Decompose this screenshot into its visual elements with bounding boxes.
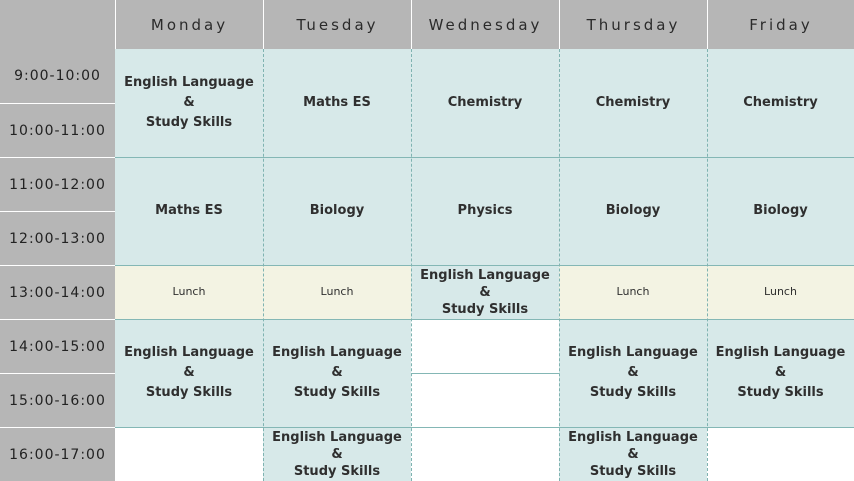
time-slot: 12:00-13:00: [0, 211, 115, 265]
lunch-cell[interactable]: [559, 265, 707, 319]
lunch-label: Lunch: [616, 285, 650, 298]
day-header-tuesday: Tuesday: [263, 0, 411, 49]
lunch-cell[interactable]: [707, 265, 854, 319]
subject-label: Maths ES: [303, 95, 371, 110]
subject-label: Physics: [457, 203, 513, 218]
subject-line: Study Skills: [293, 385, 381, 400]
subject-label: Chemistry: [447, 95, 523, 110]
time-slot: 16:00-17:00: [0, 427, 115, 481]
lunch-label: Lunch: [172, 285, 206, 298]
subject-label: Biology: [309, 203, 365, 218]
header-corner: [0, 0, 115, 49]
grid-line: [115, 319, 854, 320]
time-slot: 9:00-10:00: [0, 49, 115, 103]
empty-cell: [115, 427, 263, 481]
class-cell-english[interactable]: [263, 319, 411, 427]
empty-cell: [707, 427, 854, 481]
class-cell-english[interactable]: [559, 319, 707, 427]
class-cell-chemistry[interactable]: [559, 49, 707, 157]
class-cell-maths[interactable]: [115, 157, 263, 265]
subject-line: Study Skills: [589, 385, 677, 400]
subject-line: English Language: [272, 345, 402, 360]
class-cell-english[interactable]: [707, 319, 854, 427]
grid-line: [115, 157, 854, 158]
class-cell-biology[interactable]: [263, 157, 411, 265]
subject-amp: &: [331, 365, 343, 380]
grid-line: [707, 49, 708, 481]
subject-amp: &: [627, 446, 639, 462]
time-slot: 10:00-11:00: [0, 103, 115, 157]
day-header-wednesday: Wednesday: [411, 0, 559, 49]
subject-line: English Language: [715, 345, 846, 360]
subject-label: Chemistry: [595, 95, 671, 110]
class-cell-chemistry[interactable]: [707, 49, 854, 157]
subject-label: Biology: [605, 203, 661, 218]
class-cell-biology[interactable]: [559, 157, 707, 265]
subject-line: Study Skills: [441, 301, 529, 317]
time-slot: 11:00-12:00: [0, 157, 115, 211]
grid-line: [411, 49, 412, 481]
grid-line: [115, 427, 854, 428]
grid-line: [115, 265, 854, 266]
day-header-thursday: Thursday: [559, 0, 707, 49]
subject-line: English Language: [124, 345, 254, 360]
subject-label: Chemistry: [743, 95, 818, 110]
subject-amp: &: [627, 365, 639, 380]
lunch-label: Lunch: [764, 285, 797, 298]
grid-line: [263, 49, 264, 481]
subject-line: Study Skills: [145, 115, 233, 130]
subject-amp: &: [183, 365, 195, 380]
empty-cell: [411, 427, 559, 481]
time-slot: 15:00-16:00: [0, 373, 115, 427]
class-cell-english[interactable]: [411, 265, 559, 319]
subject-line: Study Skills: [737, 385, 824, 400]
subject-line: English Language: [272, 429, 402, 445]
subject-line: English Language: [568, 429, 698, 445]
lunch-cell[interactable]: [115, 265, 263, 319]
day-header-monday: Monday: [115, 0, 263, 49]
time-slot: 13:00-14:00: [0, 265, 115, 319]
subject-amp: &: [774, 365, 787, 380]
class-cell-maths[interactable]: [263, 49, 411, 157]
subject-line: English Language: [124, 75, 254, 90]
subject-label: Maths ES: [155, 203, 223, 218]
subject-amp: &: [183, 95, 195, 110]
subject-amp: &: [479, 284, 491, 300]
lunch-label: Lunch: [320, 285, 354, 298]
subject-line: English Language: [568, 345, 698, 360]
subject-line: Study Skills: [589, 463, 677, 479]
subject-line: Study Skills: [145, 385, 233, 400]
class-cell-english[interactable]: [115, 319, 263, 427]
subject-line: English Language: [420, 267, 550, 283]
lunch-cell[interactable]: [263, 265, 411, 319]
grid-line: [411, 373, 559, 374]
class-cell-biology[interactable]: [707, 157, 854, 265]
class-cell-chemistry[interactable]: [411, 49, 559, 157]
grid-line: [559, 49, 560, 481]
class-cell-english[interactable]: [263, 427, 411, 481]
subject-amp: &: [331, 446, 343, 462]
class-cell-physics[interactable]: [411, 157, 559, 265]
class-cell-english[interactable]: [115, 49, 263, 157]
time-slot: 14:00-15:00: [0, 319, 115, 373]
subject-line: Study Skills: [293, 463, 381, 479]
day-header-friday: Friday: [707, 0, 854, 49]
class-cell-english[interactable]: [559, 427, 707, 481]
subject-label: Biology: [753, 203, 808, 218]
